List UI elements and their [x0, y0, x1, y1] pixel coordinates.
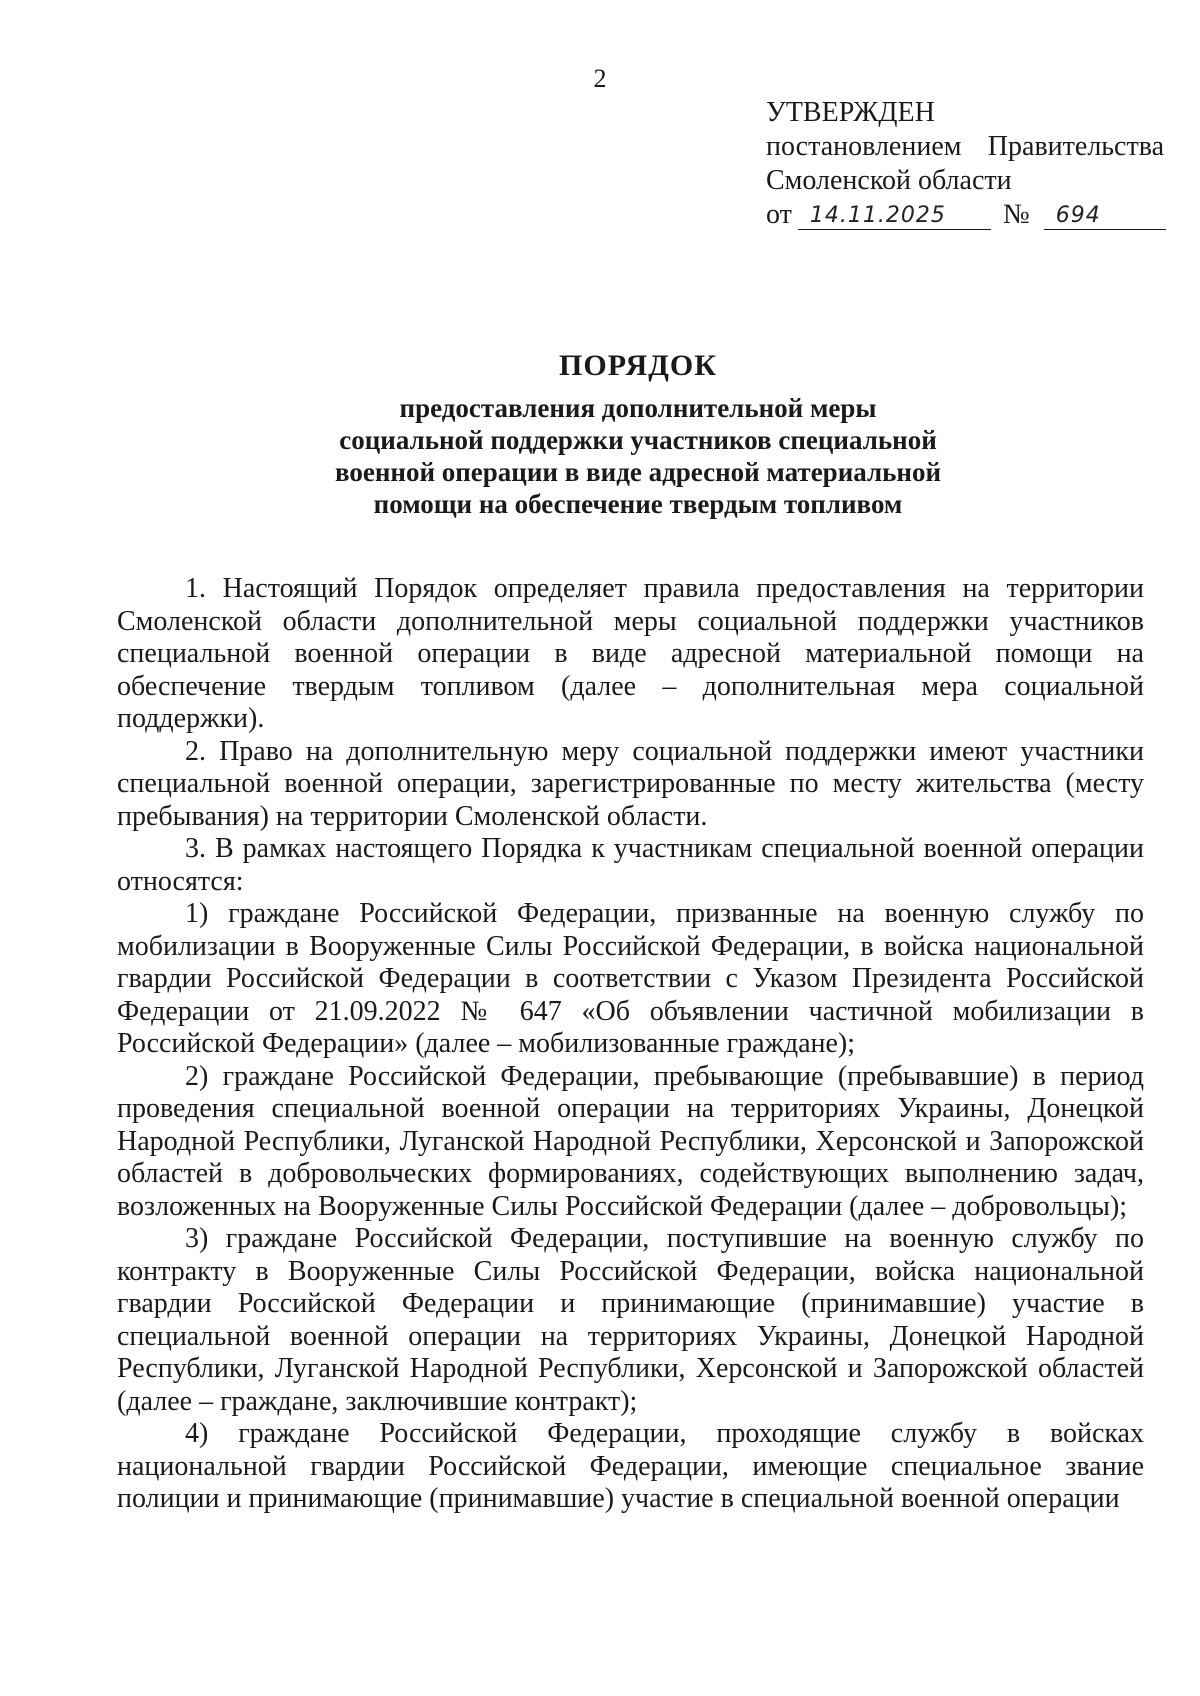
document-subtitle: [0, 392, 1200, 520]
approval-status: УТВЕРЖДЕН: [766, 97, 935, 128]
handwritten-date: 14.11.2025: [798, 203, 991, 230]
subtitle-line: предоставления дополнительной меры: [399, 393, 877, 423]
subtitle-line: помощи на обеспечение твердым топливом: [373, 489, 903, 519]
approval-issuer-word-2: Правительства: [987, 131, 1164, 162]
document-body: [117, 573, 1144, 1516]
approval-issuer-line: [766, 130, 1164, 164]
document-title: ПОРЯДОК: [559, 349, 717, 382]
approval-region: Смоленской области: [766, 165, 1012, 196]
approval-stamp-block: [766, 96, 1166, 232]
date-prefix: от: [766, 199, 792, 230]
approval-issuer-word-1: постановлением: [766, 131, 962, 162]
paragraph-2: 2. Право на дополнительную меру социальной поддержки имеют участники специальной военной операции, зарегистрированные по месту жительства (месту пребывания) на территории Смоленской области.: [117, 735, 1144, 832]
paragraph-3-item-2: 2) граждане Российской Федерации, пребывающие (пребывавшие) в период проведения специальной военной операции на территориях Украины, Донецкой Народной Республики, Луганской Народной Республики, Херсонской и Запорожской областей в добровольческих формированиях, содействующих выполнению задач, возложенных на Вооруженные Силы Российской Федерации (далее – добровольцы);: [117, 1060, 1144, 1222]
paragraph-1: 1. Настоящий Порядок определяет правила предоставления на территории Смоленской области дополнительной меры социальной поддержки участников специальной военной операции в виде адресной материальной помощи на обеспечение твердым топливом (далее – дополнительная мера социальной поддержки).: [117, 573, 1144, 734]
handwritten-number: 694: [1044, 203, 1166, 230]
number-sign: №: [1003, 199, 1030, 230]
approval-date-number-line: [766, 198, 1166, 232]
paragraph-3-item-4: 4) граждане Российской Федерации, проходящие службу в войсках национальной гвардии Российской Федерации, имеющие специальное звание полиции и принимающие (принимавшие) участие в специальной военной операции: [117, 1418, 1144, 1514]
document-title-block: [0, 348, 1200, 520]
paragraph-3-item-3: 3) граждане Российской Федерации, поступившие на военную службу по контракту в Вооруженные Силы Российской Федерации, войска национальной гвардии Российской Федерации и принимающие (принимавшие) участие в специальной военной операции на территориях Украины, Донецкой Народной Республики, Луганской Народной Республики, Херсонской и Запорожской областей (далее – граждане, заключившие контракт);: [117, 1223, 1144, 1417]
paragraph-3-item-1: 1) граждане Российской Федерации, призванные на военную службу по мобилизации в Вооруженные Силы Российской Федерации, в войска национальной гвардии Российской Федерации в соответствии с Указом Президента Российской Федерации от 21.09.2022 № 647 «Об объявлении частичной мобилизации в Российской Федерации» (далее – мобилизованные граждане);: [117, 898, 1144, 1059]
paragraph-3: 3. В рамках настоящего Порядка к участникам специальной военной операции относятся:: [117, 833, 1144, 897]
page-number: 2: [593, 64, 607, 93]
subtitle-line: военной операции в виде адресной материальной: [334, 457, 942, 487]
subtitle-line: социальной поддержки участников специальной: [339, 425, 937, 455]
